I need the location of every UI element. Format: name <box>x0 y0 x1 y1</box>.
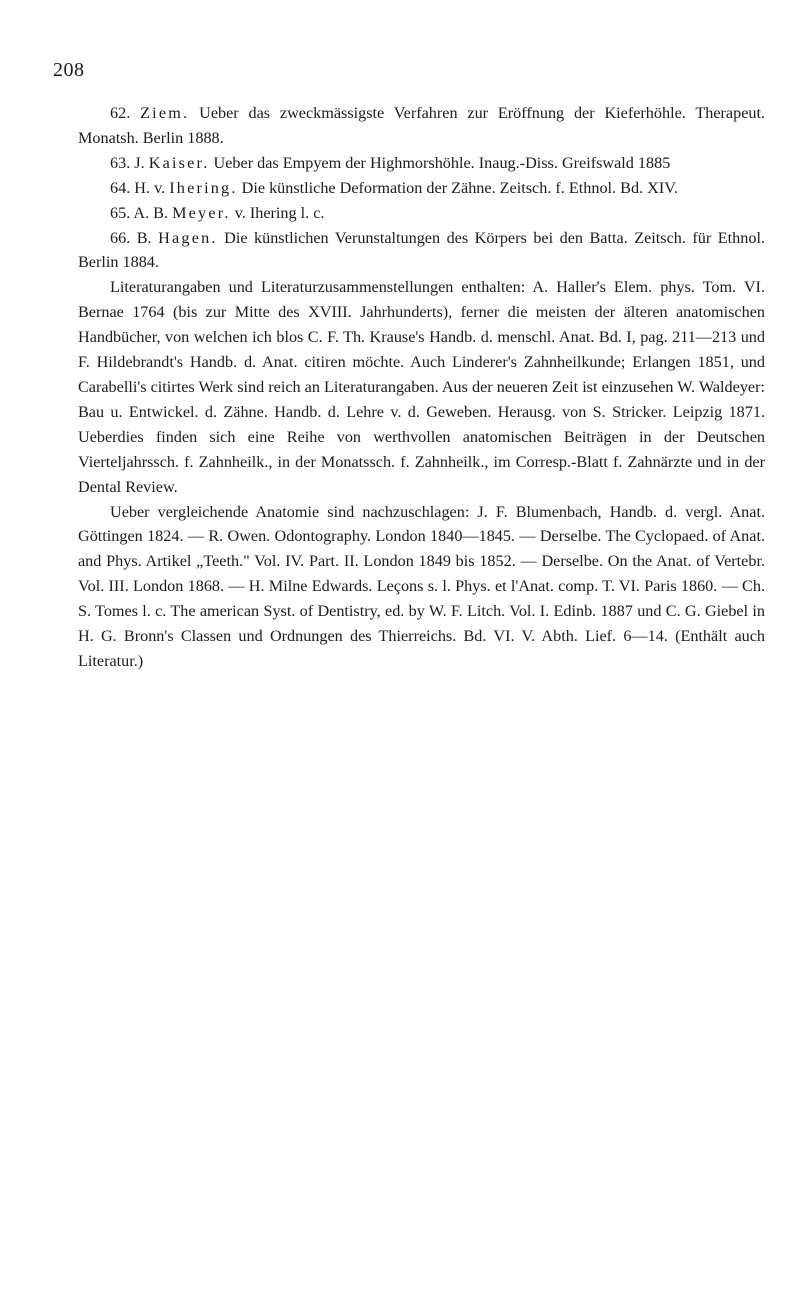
page-number: 208 <box>53 59 85 81</box>
entry-number: 62. <box>110 104 131 122</box>
author-name: Ziem. <box>140 104 190 122</box>
author-name: Kaiser. <box>148 153 210 172</box>
entry-text: Ueber das Empyem der Highmorshöhle. Inaug.-Diss. Greifswald 1885 <box>213 153 671 172</box>
author-prefix: J. <box>134 153 145 172</box>
author-name: Hagen. <box>158 228 218 247</box>
entry-number: 64. <box>110 178 131 197</box>
reference-entry-64 <box>78 176 765 201</box>
author-name: Meyer. <box>172 203 231 222</box>
reference-entry-62 <box>78 101 765 151</box>
author-prefix: H. v. <box>134 178 166 197</box>
author-prefix: A. B. <box>133 203 169 222</box>
entry-number: 65. <box>110 203 131 222</box>
entry-text: v. Ihering l. c. <box>234 203 325 222</box>
body-text <box>78 101 765 674</box>
entry-text: Die künstlichen Verunstaltungen des Körpers bei den Batta. Zeitsch. für Ethnol. Berlin 1884. <box>78 228 766 272</box>
entry-text: Die künstliche Deformation der Zähne. Zeitsch. f. Ethnol. Bd. XIV. <box>241 178 678 197</box>
reference-entry-66 <box>78 226 765 276</box>
reference-entry-63 <box>78 151 765 176</box>
entry-number: 66. <box>110 228 131 247</box>
entry-number: 63. <box>110 153 131 172</box>
entry-text: Ueber das zweckmässigste Verfahren zur Eröffnung der Kieferhöhle. Therapeut. Monatsh. Berlin 1888. <box>78 104 766 147</box>
comparative-anatomy-paragraph: Ueber vergleichende Anatomie sind nachzuschlagen: J. F. Blumenbach, Handb. d. vergl. Anat. Göttingen 1824. — R. Owen. Odontography. London 1840—1845. — Derselbe. The Cyclopaed. of Anat. and Phys. Artikel „Teeth." Vol. IV. Part. II. London 1849 bis 1852. — Derselbe. On the Anat. of Vertebr. Vol. III. London 1868. — H. Milne Edwards. Leçons s. l. Phys. et l'Anat. comp. T. VI. Paris 1860. — Ch. S. Tomes l. c. The american Syst. of Dentistry, ed. by W. F. Litch. Vol. I. Edinb. 1887 und C. G. Giebel in H. G. Bronn's Classen und Ordnungen des Thierreichs. Bd. VI. V. Abth. Lief. 6—14. (Enthält auch Literatur.) <box>78 502 765 670</box>
author-name: Ihering. <box>169 178 238 197</box>
author-prefix: B. <box>136 228 152 247</box>
literature-paragraph: Literaturangaben und Literaturzusammenstellungen enthalten: A. Haller's Elem. phys. Tom. VI. Bernae 1764 (bis zur Mitte des XVIII. Jahrhunderts), ferner die meisten der älteren anatomischen Handbücher, von welchen ich blos C. F. Th. Krause's Handb. d. menschl. Anat. Bd. I, pag. 211—213 und F. Hildebrandt's Handb. d. Anat. citiren möchte. Auch Linderer's Zahnheilkunde; Erlangen 1851, und Carabelli's citirtes Werk sind reich an Literaturangaben. Aus der neueren Zeit ist einzusehen W. Waldeyer: Bau u. Entwickel. d. Zähne. Handb. d. Lehre v. d. Geweben. Herausg. von S. Stricker. Leipzig 1871. Ueberdies finden sich eine Reihe von werthvollen anatomischen Beiträgen in der Deutschen Vierteljahrssch. f. Zahnheilk., in der Monatssch. f. Zahnheilk., im Corresp.-Blatt f. Zahnärzte und in der Dental Review. <box>78 278 765 496</box>
reference-entry-65 <box>78 201 765 226</box>
